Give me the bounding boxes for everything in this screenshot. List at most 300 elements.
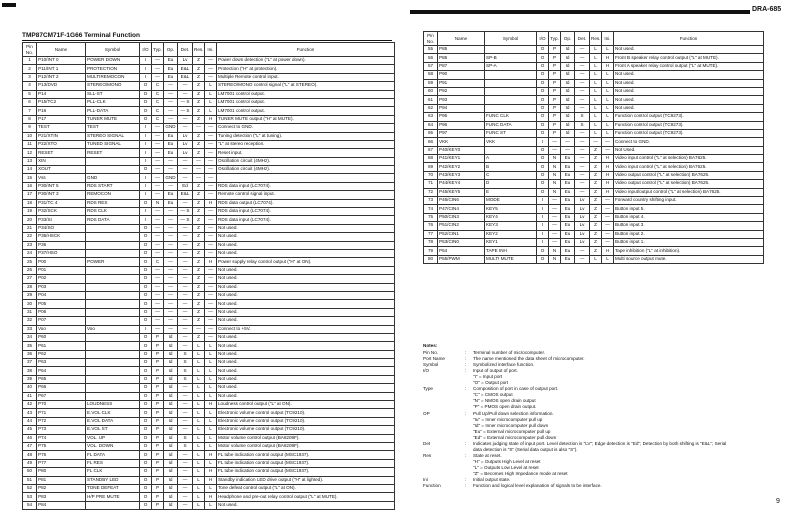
note-value: Initial output state.	[473, 477, 511, 483]
table-cell: —	[549, 238, 561, 246]
table-cell: —	[164, 224, 178, 232]
table-cell: STEREO/MONO	[86, 82, 140, 90]
table-cell: P07	[37, 317, 86, 325]
table-cell: H	[205, 258, 217, 266]
note-key: I/O	[423, 368, 430, 374]
table-cell: 56	[424, 54, 438, 62]
table-cell: VKK	[438, 138, 485, 146]
note-value: "P" = PMOS open drain output.	[473, 404, 537, 410]
table-cell: L	[590, 87, 602, 95]
table-cell: 20	[23, 216, 37, 224]
table-cell: — S	[178, 107, 193, 115]
table-row	[23, 233, 395, 241]
table-cell: —	[152, 275, 164, 283]
table-cell	[485, 146, 537, 154]
table-cell: H	[602, 180, 614, 188]
table-cell: S	[178, 367, 193, 375]
column-header: Res.	[590, 32, 602, 46]
table-cell: 70	[424, 171, 438, 179]
table-cell: E.VOL ST	[86, 426, 140, 434]
table-cell: —	[575, 46, 590, 54]
table-cell	[86, 342, 140, 350]
table-cell: —	[164, 241, 178, 249]
note-value: "Iu" = Inner microcomputer pull up	[473, 416, 543, 422]
table-cell: Id	[561, 104, 575, 112]
table-cell: —	[152, 208, 164, 216]
table-cell	[485, 104, 537, 112]
table-cell: Not used.	[217, 367, 395, 375]
table-cell: —	[193, 157, 205, 165]
table-cell: 75	[424, 213, 438, 221]
table-cell: RDS CLK	[86, 208, 140, 216]
table-cell: L	[193, 342, 205, 350]
table-cell: 49	[23, 459, 37, 467]
table-cell: N	[152, 199, 164, 207]
table-cell: —	[152, 140, 164, 148]
table-cell: P76	[37, 451, 86, 459]
model-number: DRA-685	[752, 6, 782, 13]
table-cell: Eu	[561, 171, 575, 179]
table-cell: L	[193, 384, 205, 392]
table-cell: P05	[37, 300, 86, 308]
table-cell: Multi source output mute.	[614, 255, 764, 263]
table-cell: 10	[23, 132, 37, 140]
table-cell: P01	[37, 266, 86, 274]
table-cell: 9	[23, 124, 37, 132]
table-header-left	[23, 43, 395, 57]
table-cell: O	[537, 113, 549, 121]
table-cell: L	[205, 434, 217, 442]
table-cell: 72	[424, 188, 438, 196]
table-cell: —	[178, 291, 193, 299]
table-cell	[86, 224, 140, 232]
table-row	[424, 180, 764, 188]
table-cell: —	[205, 132, 217, 140]
table-cell: —	[205, 283, 217, 291]
table-cell: Z	[590, 205, 602, 213]
table-cell	[86, 367, 140, 375]
table-cell: 6	[23, 98, 37, 106]
table-cell: P	[152, 401, 164, 409]
table-cell: VOL. UP	[86, 434, 140, 442]
table-cell: Video input control ("L" at selection) BA7625.	[614, 163, 764, 171]
table-cell: —	[164, 107, 178, 115]
table-cell: Id	[164, 367, 178, 375]
table-cell: I	[537, 205, 549, 213]
table-cell: H	[602, 54, 614, 62]
table-cell: L	[602, 87, 614, 95]
table-cell: —	[549, 213, 561, 221]
table-cell: Z	[193, 333, 205, 341]
table-cell: Z	[193, 98, 205, 106]
table-cell: FL DATA	[86, 451, 140, 459]
table-cell: I	[140, 65, 152, 73]
table-cell: L	[193, 442, 205, 450]
table-cell: P	[152, 434, 164, 442]
table-cell: 61	[424, 96, 438, 104]
table-cell: —	[602, 205, 614, 213]
table-cell: O	[537, 87, 549, 95]
table-cell: Id	[164, 375, 178, 383]
table-cell: P52/CIN1	[438, 230, 485, 238]
table-cell: L	[193, 350, 205, 358]
table-cell: —	[575, 171, 590, 179]
table-cell: Id	[164, 333, 178, 341]
table-row	[23, 275, 395, 283]
table-cell: RDS RES	[86, 199, 140, 207]
table-cell: —	[178, 283, 193, 291]
table-row	[424, 197, 764, 205]
table-row	[23, 115, 395, 123]
note-colon: :	[465, 440, 467, 446]
table-cell: Z	[193, 57, 205, 65]
table-cell: —	[164, 249, 178, 257]
table-cell: 38	[23, 367, 37, 375]
table-cell: —	[164, 283, 178, 291]
table-cell: C	[152, 90, 164, 98]
table-cell: —	[575, 188, 590, 196]
note-key: Symbol	[423, 362, 439, 368]
table-cell: O	[140, 459, 152, 467]
table-cell: Id	[164, 493, 178, 501]
table-cell: P	[152, 476, 164, 484]
table-row	[23, 283, 395, 291]
table-cell: I	[140, 57, 152, 65]
table-cell: I	[140, 140, 152, 148]
table-cell: Reset input.	[217, 149, 395, 157]
table-cell: Not used.	[217, 350, 395, 358]
table-cell: L	[193, 451, 205, 459]
table-row	[23, 208, 395, 216]
table-cell: P16	[37, 107, 86, 115]
table-cell: FL tube indication control output (MSC1937).	[217, 451, 395, 459]
table-cell: Z	[193, 216, 205, 224]
table-row	[23, 266, 395, 274]
table-cell: P31/TC 4	[37, 199, 86, 207]
table-cell: —	[602, 230, 614, 238]
table-cell: —	[178, 401, 193, 409]
terminal-table-right	[423, 31, 764, 264]
table-cell: 39	[23, 375, 37, 383]
table-cell: —	[575, 138, 590, 146]
table-cell: —	[561, 146, 575, 154]
table-cell: 65	[424, 129, 438, 137]
table-cell: C	[152, 82, 164, 90]
table-cell: P10/INT 0	[37, 57, 86, 65]
table-cell: O	[140, 384, 152, 392]
note-value: Input of output of port.	[473, 368, 518, 374]
table-cell: Voo	[86, 325, 140, 333]
table-cell: P81	[37, 476, 86, 484]
table-row	[424, 104, 764, 112]
table-cell: I	[537, 197, 549, 205]
table-cell: —	[205, 241, 217, 249]
table-cell: —	[178, 199, 193, 207]
table-cell: 63	[424, 113, 438, 121]
table-cell	[86, 157, 140, 165]
table-cell: —	[164, 90, 178, 98]
note-value: data detection is "S" (Serial data output is also "S").	[473, 446, 578, 452]
note-value: Terminal number of microcomputer.	[473, 350, 545, 356]
table-cell: 78	[424, 238, 438, 246]
table-cell: —	[152, 266, 164, 274]
table-cell: Z	[193, 291, 205, 299]
table-cell: H	[602, 62, 614, 70]
table-cell	[485, 87, 537, 95]
table-row	[23, 451, 395, 459]
table-row	[424, 96, 764, 104]
table-cell: L	[205, 442, 217, 450]
table-cell: 34	[23, 333, 37, 341]
table-cell: I	[140, 191, 152, 199]
table-row	[23, 82, 395, 90]
table-cell: Z	[590, 171, 602, 179]
note-value: Pull Up/Pull down selection information.	[473, 410, 554, 416]
note-value: State at reset.	[473, 452, 502, 458]
table-cell: Eu	[561, 205, 575, 213]
note-colon: :	[465, 368, 467, 374]
table-cell: 32	[23, 317, 37, 325]
table-cell: 29	[23, 291, 37, 299]
table-cell: P97	[438, 129, 485, 137]
table-cell: P32/SCK	[37, 208, 86, 216]
table-cell: 21	[23, 224, 37, 232]
table-cell: —	[590, 138, 602, 146]
table-cell: Not used.	[217, 300, 395, 308]
table-cell: P54	[438, 247, 485, 255]
table-cell: Function control output (TC9273).	[614, 113, 764, 121]
table-cell: P43/KEY3	[438, 171, 485, 179]
table-row	[424, 247, 764, 255]
table-cell: N	[549, 180, 561, 188]
table-cell: P65	[37, 375, 86, 383]
table-cell: TAPE INH	[485, 247, 537, 255]
table-cell: P83	[37, 493, 86, 501]
table-cell: O	[140, 233, 152, 241]
table-cell: Id	[561, 96, 575, 104]
table-cell: P12/INT 2	[37, 73, 86, 81]
table-cell: L	[205, 98, 217, 106]
table-cell: —	[178, 325, 193, 333]
table-cell: TEST	[37, 124, 86, 132]
table-cell: —	[164, 216, 178, 224]
table-cell: P	[152, 459, 164, 467]
table-row	[23, 216, 395, 224]
table-cell: LM7001 control output.	[217, 98, 395, 106]
table-cell: 45	[23, 426, 37, 434]
table-cell: —	[575, 255, 590, 263]
table-cell: P75	[37, 442, 86, 450]
table-cell: L	[193, 409, 205, 417]
table-row	[424, 230, 764, 238]
table-cell: Function control output (TC9273).	[614, 121, 764, 129]
note-value: "Id" = Inner microcomputer pull down	[473, 422, 549, 428]
table-cell: C	[152, 107, 164, 115]
table-cell: O	[140, 90, 152, 98]
table-row	[23, 468, 395, 476]
note-value: "C" = CMOS output	[473, 392, 513, 398]
table-cell: 47	[23, 442, 37, 450]
table-cell: RDS DATA	[86, 216, 140, 224]
table-cell: P53/CIN0	[438, 238, 485, 246]
table-cell: P40/KEY0	[438, 146, 485, 154]
table-cell: Lv	[178, 140, 193, 148]
table-cell: Remote control signal input.	[217, 191, 395, 199]
table-cell: —	[205, 73, 217, 81]
table-row	[424, 155, 764, 163]
table-cell: 42	[23, 401, 37, 409]
note-key: Det	[423, 440, 431, 446]
table-cell: FL CLK	[86, 468, 140, 476]
table-cell: P	[152, 501, 164, 509]
table-cell: — S	[178, 98, 193, 106]
table-cell: I	[140, 149, 152, 157]
table-cell: —	[575, 71, 590, 79]
note-value: "N" = NMOS open drain output	[473, 398, 536, 404]
table-cell: Lv	[178, 132, 193, 140]
table-row	[23, 308, 395, 316]
table-row	[23, 325, 395, 333]
table-row	[23, 199, 395, 207]
table-cell: 35	[23, 342, 37, 350]
table-cell: P61	[37, 342, 86, 350]
table-cell: L	[590, 113, 602, 121]
table-cell: —	[178, 392, 193, 400]
table-cell: —	[205, 317, 217, 325]
table-cell: P	[549, 113, 561, 121]
table-cell: Id	[561, 129, 575, 137]
table-row	[23, 367, 395, 375]
table-cell	[86, 359, 140, 367]
table-cell: —	[152, 182, 164, 190]
table-title: TMP87CM71F-1G66 Terminal Function	[22, 32, 140, 39]
column-header: Ini.	[205, 43, 217, 57]
table-cell: O	[140, 107, 152, 115]
table-row	[23, 157, 395, 165]
table-cell: —	[193, 325, 205, 333]
table-cell: L	[193, 484, 205, 492]
table-cell: 25	[23, 258, 37, 266]
table-cell: —	[549, 230, 561, 238]
table-cell: L	[193, 417, 205, 425]
table-cell: Not used.	[614, 46, 764, 54]
table-cell: O	[537, 104, 549, 112]
table-row	[424, 62, 764, 70]
table-cell: P77	[37, 459, 86, 467]
table-cell: —	[205, 333, 217, 341]
table-cell: TUNER MUTE output ("H" at MUTE).	[217, 115, 395, 123]
table-cell: —	[178, 308, 193, 316]
table-cell: P	[152, 417, 164, 425]
table-cell: O	[140, 493, 152, 501]
table-cell: Electronic volume control output (TC9210).	[217, 417, 395, 425]
table-cell: O	[140, 426, 152, 434]
table-cell: Eu	[164, 140, 178, 148]
table-cell: O	[140, 333, 152, 341]
table-cell: H	[205, 401, 217, 409]
table-cell: P21/XTIN	[37, 132, 86, 140]
table-cell: —	[575, 180, 590, 188]
table-row	[23, 241, 395, 249]
table-cell: H	[205, 199, 217, 207]
table-cell: —	[164, 291, 178, 299]
table-cell: O	[537, 188, 549, 196]
table-cell: Z	[193, 300, 205, 308]
table-row	[424, 205, 764, 213]
note-key: OP	[423, 410, 430, 416]
table-cell: O	[140, 350, 152, 358]
table-row	[424, 255, 764, 263]
table-cell: L	[590, 129, 602, 137]
table-cell: L	[205, 384, 217, 392]
table-row	[23, 174, 395, 182]
table-cell: Z	[590, 247, 602, 255]
table-cell: Motor volume control output (BA6209F).	[217, 434, 395, 442]
table-cell: MULTI MUTE	[485, 255, 537, 263]
table-row	[424, 87, 764, 95]
table-cell: I	[537, 138, 549, 146]
notes-list	[423, 350, 773, 489]
table-cell: 53	[23, 493, 37, 501]
table-row	[23, 476, 395, 484]
table-cell: —	[205, 300, 217, 308]
table-cell: —	[152, 308, 164, 316]
table-cell: —	[575, 129, 590, 137]
table-cell: LOUDNESS	[86, 401, 140, 409]
table-cell: I	[140, 208, 152, 216]
table-cell: P	[152, 468, 164, 476]
table-cell: Id	[164, 384, 178, 392]
table-cell: —	[178, 300, 193, 308]
table-cell: 5	[23, 90, 37, 98]
table-cell: Eu	[561, 247, 575, 255]
table-cell: —	[178, 275, 193, 283]
table-cell: O	[140, 224, 152, 232]
table-cell: N	[549, 247, 561, 255]
column-header: Pin No.	[424, 32, 438, 46]
table-cell: —	[164, 275, 178, 283]
column-header: I/O	[140, 43, 152, 57]
table-cell: —	[549, 138, 561, 146]
table-cell: Electronic volume control output (TC9210).	[217, 426, 395, 434]
table-cell: O	[140, 308, 152, 316]
table-cell: O	[537, 54, 549, 62]
column-header: Ini.	[602, 32, 614, 46]
table-cell: 7	[23, 107, 37, 115]
table-cell: Lv	[575, 238, 590, 246]
table-cell: P	[549, 54, 561, 62]
table-cell: E.VOL DATA	[86, 417, 140, 425]
table-cell: O	[140, 484, 152, 492]
table-cell: L	[193, 426, 205, 434]
table-cell: 4	[23, 82, 37, 90]
table-cell: S	[178, 350, 193, 358]
table-cell: —	[164, 115, 178, 123]
table-cell: P86	[438, 54, 485, 62]
table-cell: N	[549, 255, 561, 263]
table-cell: —	[178, 384, 193, 392]
note-value: "L" = Outputs Low Level at reset	[473, 464, 539, 470]
table-cell: O	[140, 249, 152, 257]
table-cell: P	[152, 333, 164, 341]
table-cell: L	[193, 392, 205, 400]
table-cell: Button input 1.	[614, 238, 764, 246]
table-cell: —	[205, 291, 217, 299]
table-cell: Id	[164, 392, 178, 400]
table-cell: 30	[23, 300, 37, 308]
table-cell: GND	[164, 124, 178, 132]
table-cell: I	[537, 238, 549, 246]
